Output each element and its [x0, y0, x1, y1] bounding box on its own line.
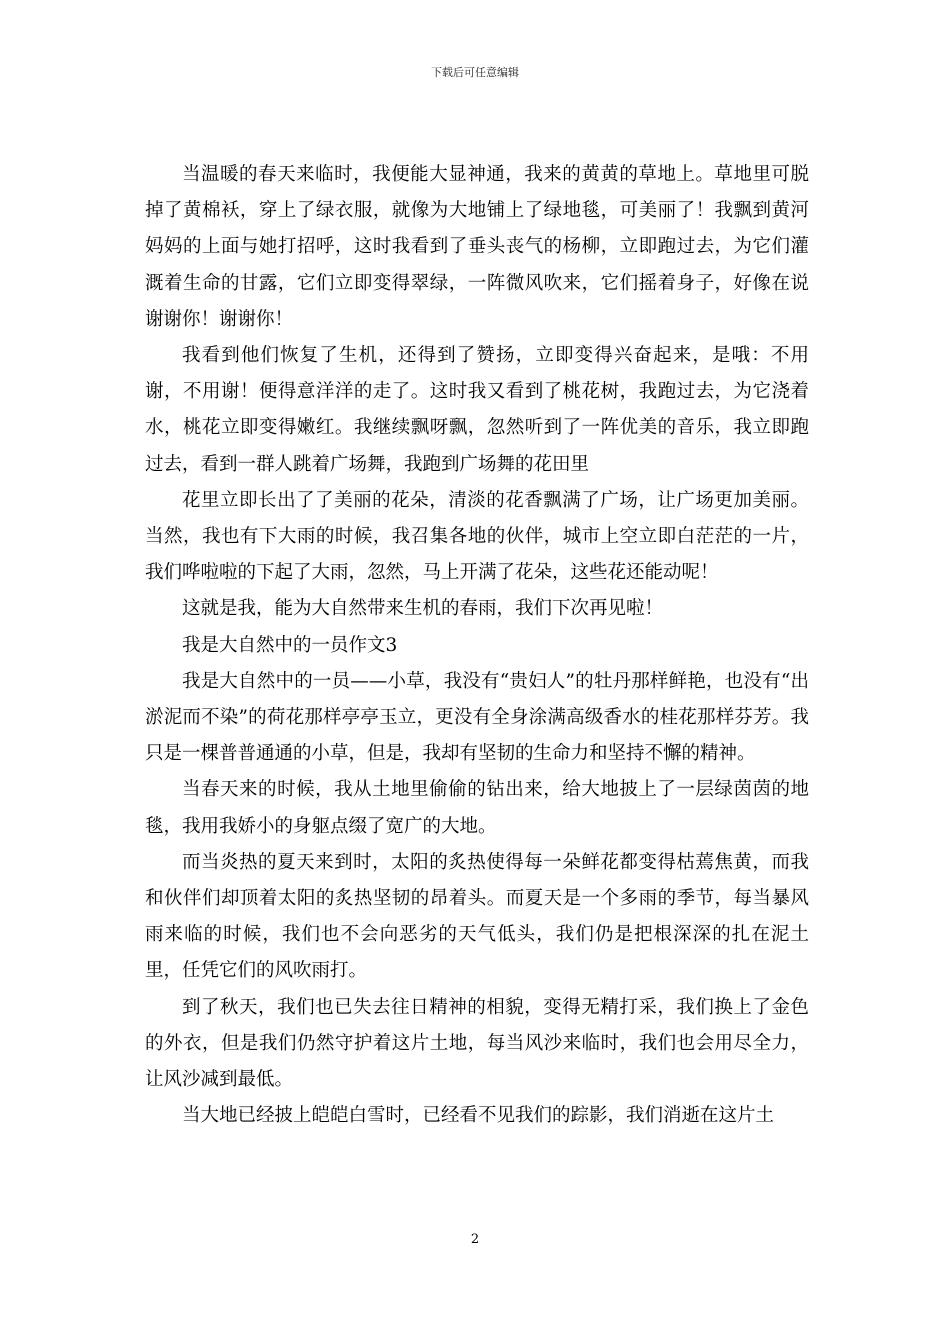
paragraph: 花里立即长出了了美丽的花朵，清淡的花香飘满了广场，让广场更加美丽。当然，我也有下大雨的时候，我召集各地的伙伴，城市上空立即白茫茫的一片，我们哗啦啦的下起了大雨，忽然，马上开满了花朵，这些花还能动呢！ [145, 489, 809, 584]
page-header: 下载后可任意编辑 [431, 66, 519, 79]
paragraph: 而当炎热的夏天来到时，太阳的炙热使得每一朵鲜花都变得枯蔫焦黄，而我和伙伴们却顶着太阳的炙热坚韧的昂着头。而夏天是一个多雨的季节，每当暴风雨来临的时候，我们也不会向恶劣的天气低头，我们仍是把根深深的扎在泥土里，任凭它们的风吹雨打。 [145, 851, 809, 982]
section-title: 我是大自然中的一员作文3 [182, 634, 398, 656]
paragraph: 我是大自然中的一员——小草，我没有“贵妇人”的牡丹那样鲜艳，也没有“出淤泥而不染”的荷花那样亭亭玉立，更没有全身涂满高级香水的桂花那样芬芳。我只是一棵普普通通的小草，但是，我却有坚韧的生命力和坚持不懈的精神。 [145, 670, 809, 765]
paragraph: 当春天来的时候，我从土地里偷偷的钻出来，给大地披上了一层绿茵茵的地毯，我用我娇小的身躯点缀了宽广的大地。 [145, 779, 809, 837]
paragraph: 当温暖的春天来临时，我便能大显神通，我来的黄黄的草地上。草地里可脱掉了黄棉袄，穿上了绿衣服，就像为大地铺上了绿地毯，可美丽了！我飘到黄河妈妈的上面与她打招呼，这时我看到了垂头丧气的杨柳，立即跑过去，为它们灌溉着生命的甘露，它们立即变得翠绿，一阵微风吹来，它们摇着身子，好像在说谢谢你！谢谢你！ [145, 164, 809, 330]
paragraph: 我看到他们恢复了生机，还得到了赞扬，立即变得兴奋起来，是哦：不用谢，不用谢！便得意洋洋的走了。这时我又看到了桃花树，我跑过去，为它浇着水，桃花立即变得嫩红。我继续飘呀飘，忽然听到了一阵优美的音乐，我立即跑过去，看到一群人跳着广场舞，我跑到广场舞的花田里 [145, 345, 809, 475]
page-number: 2 [470, 1232, 480, 1247]
body-text [145, 157, 809, 1134]
paragraph: 这就是我，能为大自然带来生机的春雨，我们下次再见啦！ [182, 598, 664, 620]
paragraph: 到了秋天，我们也已失去往日精神的相貌，变得无精打采，我们换上了金色的外衣，但是我们仍然守护着这片土地，每当风沙来临时，我们也会用尽全力，让风沙减到最低。 [145, 996, 809, 1091]
paragraph: 当大地已经披上皑皑白雪时，已经看不见我们的踪影，我们消逝在这片土 [182, 1105, 775, 1127]
